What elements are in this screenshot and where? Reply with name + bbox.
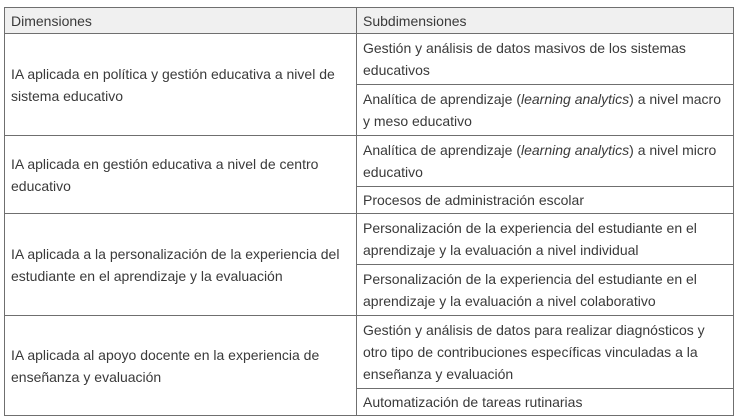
table-row — [5, 136, 734, 187]
table-row — [5, 34, 734, 85]
dimension-cell: IA aplicada en gestión educativa a nivel de centro educativo — [5, 136, 357, 214]
subdimension-cell: Automatización de tareas rutinarias — [357, 389, 734, 416]
dimension-cell: IA aplicada en política y gestión educativa a nivel de sistema educativo — [5, 34, 357, 136]
subdimension-cell: Personalización de la experiencia del estudiante en el aprendizaje y la evaluación a nivel colaborativo — [357, 265, 734, 316]
subdimension-text: ) a nivel micro educativo — [363, 142, 717, 180]
dimensions-table-container — [4, 7, 733, 416]
subdimension-emphasis: learning analytics — [521, 91, 630, 107]
subdimension-emphasis: learning analytics — [521, 142, 630, 158]
table-row — [5, 214, 734, 265]
subdimension-cell: Personalización de la experiencia del estudiante en el aprendizaje y la evaluación a nivel individual — [357, 214, 734, 265]
subdimension-cell: Procesos de administración escolar — [357, 187, 734, 214]
dimensions-table — [4, 7, 734, 416]
table-row — [5, 316, 734, 389]
subdimension-text: Analítica de aprendizaje ( — [363, 142, 521, 158]
subdimension-text: ) a nivel macro y meso educativo — [363, 91, 721, 129]
subdimension-cell — [357, 85, 734, 136]
header-dimensiones: Dimensiones — [5, 8, 357, 34]
subdimension-text: Analítica de aprendizaje ( — [363, 91, 521, 107]
header-subdimensiones: Subdimensiones — [357, 8, 734, 34]
header-row — [5, 8, 734, 34]
subdimension-cell: Gestión y análisis de datos masivos de los sistemas educativos — [357, 34, 734, 85]
dimension-cell: IA aplicada a la personalización de la experiencia del estudiante en el aprendizaje y la evaluación — [5, 214, 357, 316]
subdimension-cell — [357, 136, 734, 187]
dimension-cell: IA aplicada al apoyo docente en la experiencia de enseñanza y evaluación — [5, 316, 357, 416]
subdimension-cell: Gestión y análisis de datos para realizar diagnósticos y otro tipo de contribuciones específicas vinculadas a la enseñanza y evaluación — [357, 316, 734, 389]
